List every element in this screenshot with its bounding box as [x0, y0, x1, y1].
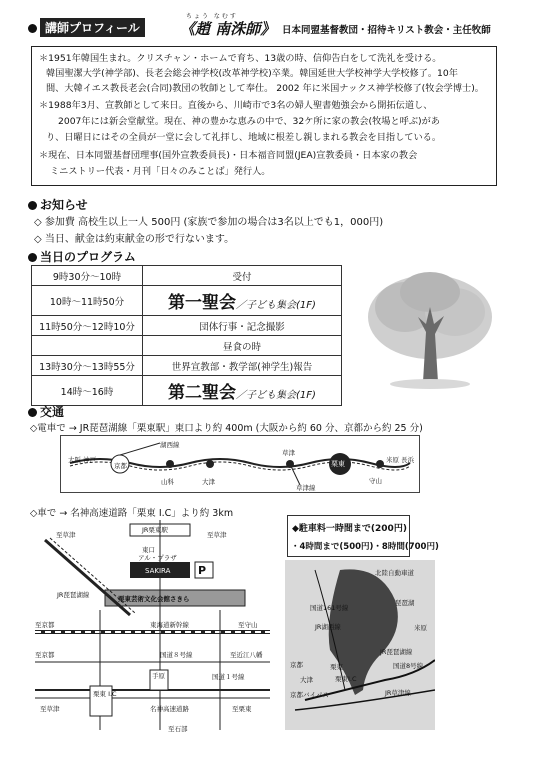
program-time: 10時～11時50分 — [32, 286, 143, 316]
area-map-label: 京都バイパス — [290, 691, 329, 699]
map-label: 国道８号線 — [160, 651, 193, 659]
tree-illustration — [360, 262, 500, 402]
notice-header-label: お知らせ — [40, 198, 88, 212]
program-event: 受付 — [143, 266, 342, 286]
map-label: 至草津 — [56, 531, 76, 539]
bullet-dot-icon — [28, 253, 37, 262]
map-label: 東口 — [142, 546, 155, 554]
notice-header — [28, 196, 88, 213]
profile-line: ＊現在、日本同盟基督団理事(国外宣教委員長)・日本福音同盟(JEA)宣教委員・日本家の教会 — [39, 150, 418, 161]
profile-line: ＊1951年韓国生まれ。クリスチャン・ホームで育ち、13歳の時、信仰告白をして洗礼を受ける。 — [39, 53, 442, 64]
map-label: SAKIRA — [145, 567, 171, 575]
speaker-affiliation: 日本同盟基督教団・招待キリスト教会・主任牧師 — [282, 25, 491, 36]
profile-header — [28, 18, 145, 37]
parking-title: ◆駐車料一時間まで(200円) — [292, 524, 407, 534]
program-header-label: 当日のプログラム — [40, 250, 136, 264]
map-label: 至守山 — [238, 621, 258, 629]
program-time: 13時30分～13時55分 — [32, 356, 143, 376]
map-label: 東海道新幹線 — [150, 621, 189, 629]
map-label: 至草津 — [40, 705, 60, 713]
venue-label: 栗東芸術文化会館さきら — [118, 595, 190, 603]
area-map-label: JR琵琶湖線 — [380, 648, 413, 656]
profile-line: 2007年には新会堂献堂。現在、神の豊かな恵みの中で、32ケ所に家の教会(牧場と呼ぶ)があ — [58, 116, 440, 127]
program-event-cell — [143, 376, 342, 406]
notice-item: ◇ 参加費 高校生以上一人 500円 (家族で参加の場合は3名以上でも1，000円) — [34, 217, 384, 228]
area-map-label: 栗東 — [330, 663, 343, 671]
parking-detail: ・4時間まで(500円)・8時間(700円) — [291, 542, 439, 552]
map-label: 手原 — [152, 672, 165, 680]
route-label: 湖西線 — [160, 441, 180, 449]
route-label: 大津 — [202, 478, 215, 486]
map-label: 至京都 — [35, 621, 55, 629]
area-map-label: 京都 — [290, 661, 303, 669]
regional-map — [285, 560, 435, 730]
profile-line: ミニストリー代表・月刊「日々のみことば」発行人。 — [50, 166, 271, 177]
train-directions: ◇電車で → JR琵琶湖線「栗東駅」東口より約 400m (大阪から約 60 分、京都から約 25 分) — [30, 423, 423, 434]
parking-info-box — [287, 515, 439, 557]
profile-line: 間、大韓イエス教長老会(合同)教団の牧師として奉仕。 2002 年に米国ナックス神学校修了(牧会学博士)。 — [46, 83, 484, 94]
profile-header-label: 講師プロフィール — [40, 18, 145, 37]
program-sub: ／子ども集会(1F) — [236, 300, 316, 311]
area-map-label: 大津 — [300, 676, 313, 684]
program-event: 第二聖会 — [168, 383, 237, 403]
area-map-label: JR草津線 — [385, 689, 411, 697]
area-map-label: 国道8号線 — [393, 662, 424, 670]
route-label: 草津線 — [296, 484, 316, 492]
program-time: 9時30分～10時 — [32, 266, 143, 286]
program-event-cell — [143, 286, 342, 316]
map-label: アル・プラザ — [138, 554, 177, 562]
profile-line: 韓国聖潔大学(神学部)、長老会総会神学校(改革神学校)卒業。韓国延世大学校神学大学校修了。10年 — [46, 68, 458, 79]
program-header — [28, 248, 136, 265]
access-header-label: 交通 — [40, 405, 65, 419]
area-map-label: 栗東I.C — [335, 675, 357, 683]
program-time: 14時～16時 — [32, 376, 143, 406]
speaker-name: 《趙 南洙師》 — [180, 20, 276, 38]
bullet-dot-icon — [28, 201, 37, 210]
route-label: 大阪 神戸 — [68, 456, 97, 464]
area-map-label: 国道161号線 — [310, 604, 349, 612]
program-event: 団体行事・記念撮影 — [143, 316, 342, 336]
route-label: 草津 — [282, 449, 295, 457]
car-directions: ◇車で → 名神高速道路「栗東 I.C」より約 3km — [30, 508, 234, 519]
speaker-name-ruby: ちょう なむす — [186, 13, 238, 20]
map-label: 至近江八幡 — [230, 651, 263, 659]
route-label: 京都 — [114, 462, 127, 470]
table-row — [32, 266, 342, 286]
area-map-label: 北陸自動車道 — [375, 569, 414, 577]
table-row — [32, 376, 342, 406]
parking-icon: P — [198, 564, 207, 577]
notice-item: ◇ 当日、献金は約束献金の形で行ないます。 — [34, 234, 235, 245]
table-row — [32, 286, 342, 316]
route-label: 米原 長浜 — [386, 456, 415, 464]
program-event: 世界宣教部・教学部(神学生)報告 — [143, 356, 342, 376]
area-map-label: 琵琶湖 — [395, 599, 415, 607]
table-row — [32, 336, 342, 356]
bullet-dot-icon — [28, 24, 37, 33]
map-label: 国道１号線 — [212, 673, 245, 681]
table-row — [32, 316, 342, 336]
area-map-label: JR湖西線 — [315, 623, 341, 631]
route-label: 栗東 — [331, 460, 345, 468]
program-table — [31, 265, 342, 406]
access-header — [28, 403, 64, 420]
program-event: 第一聖会 — [168, 293, 237, 313]
map-label: 至京都 — [35, 651, 55, 659]
program-time: 11時50分～12時10分 — [32, 316, 143, 336]
program-event: 昼食の時 — [143, 336, 342, 356]
map-label: 栗東 I.C — [93, 690, 117, 698]
map-label: 名神高速道路 — [150, 705, 189, 713]
map-label: 至草津 — [207, 531, 227, 539]
route-label: 守山 — [369, 477, 382, 485]
map-label: JR琵琶湖線 — [57, 591, 90, 599]
program-time — [32, 336, 143, 356]
table-row — [32, 356, 342, 376]
profile-line: り、日曜日にはその全員が一堂に会して礼拝し、地域に根差し親しまれる教会を目指している。 — [46, 132, 442, 143]
route-label: 山科 — [161, 478, 174, 486]
map-label: JR栗東駅 — [142, 526, 168, 534]
map-label: 至栗東 — [232, 705, 252, 713]
profile-line: ＊1988年3月、宣教師として来日。直後から、川崎市で3名の婦人聖書勉強会から開拓伝道し、 — [39, 100, 433, 111]
bullet-dot-icon — [28, 408, 37, 417]
map-label: 至石部 — [168, 725, 188, 733]
area-map-label: 米原 — [414, 624, 427, 632]
program-sub: ／子ども集会(1F) — [236, 390, 316, 401]
